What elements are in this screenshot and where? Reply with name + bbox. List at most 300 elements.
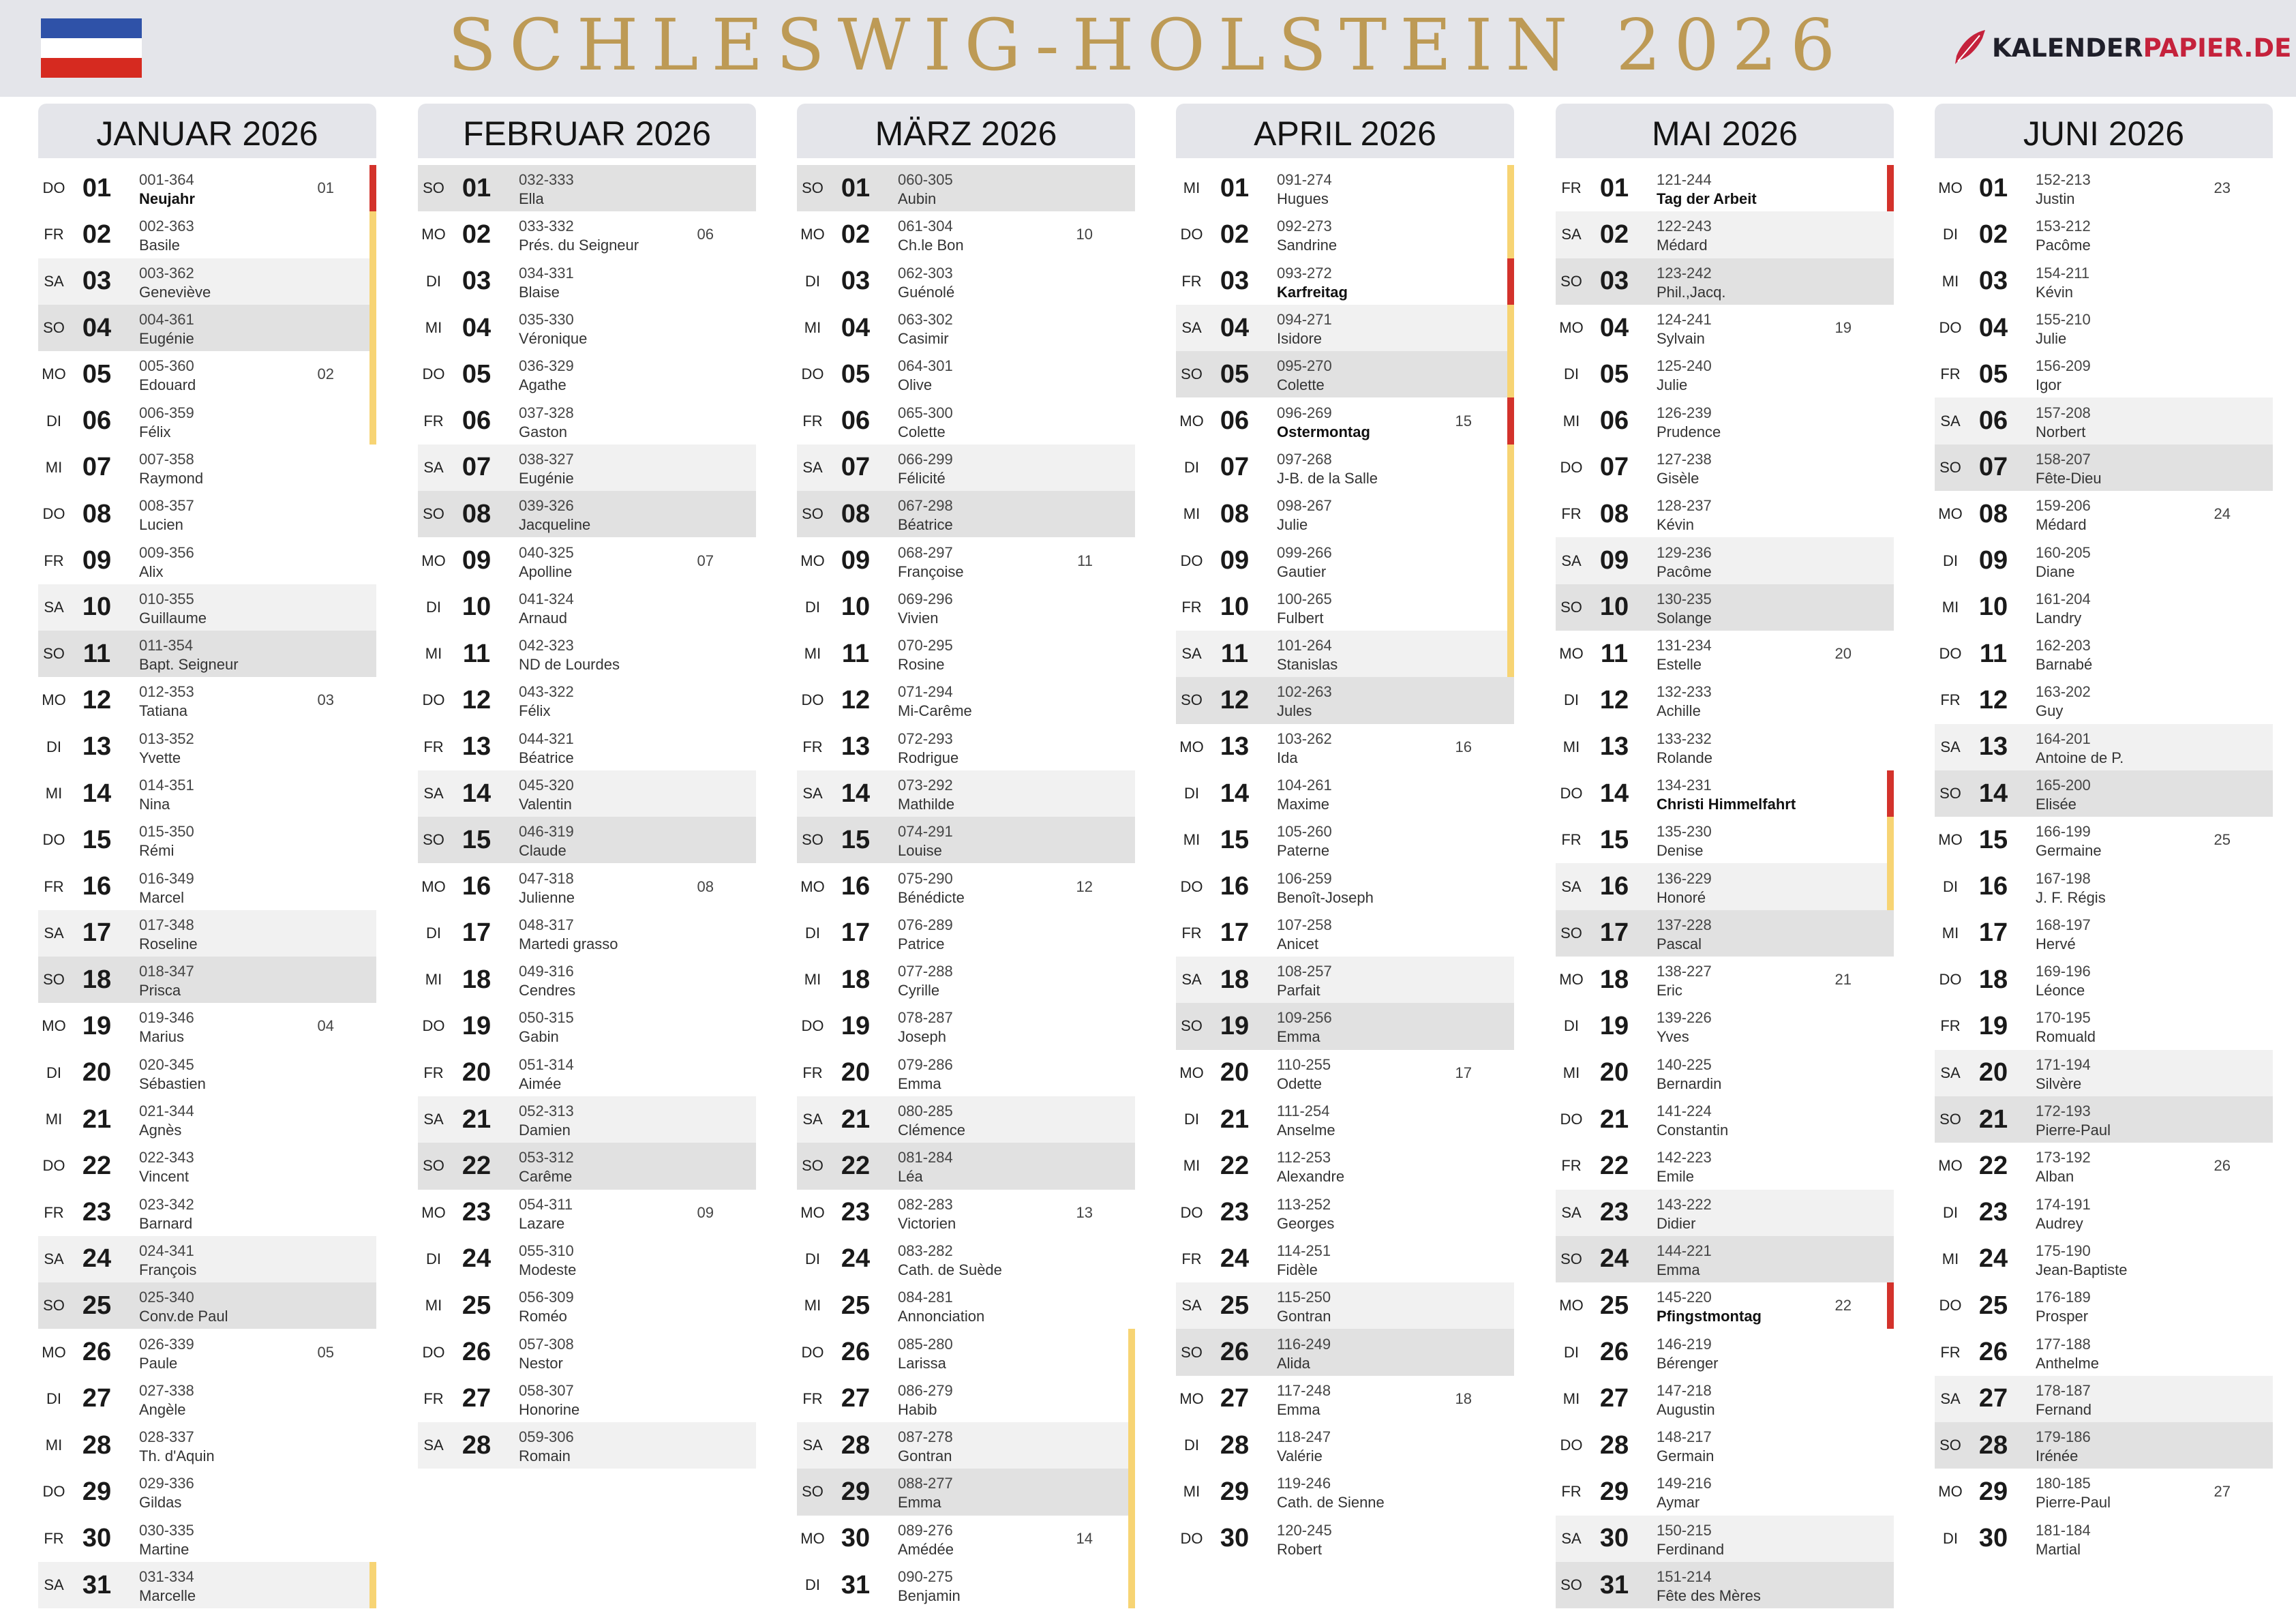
day-number: 03 bbox=[841, 267, 871, 296]
weekday-label: SA bbox=[1940, 1389, 1961, 1407]
weekday-label: DO bbox=[1560, 1111, 1583, 1128]
day-count: 018-347 bbox=[139, 963, 194, 980]
week-number: 16 bbox=[1455, 738, 1472, 755]
day-number: 06 bbox=[462, 406, 492, 436]
day-row bbox=[1176, 1190, 1514, 1236]
name-day: Prudence bbox=[1657, 423, 1721, 440]
weekday-label: SO bbox=[43, 645, 65, 663]
quill-icon bbox=[1952, 29, 1988, 67]
day-count: 173-192 bbox=[2036, 1149, 2091, 1167]
day-info bbox=[1277, 351, 1514, 397]
name-day: Colette bbox=[898, 423, 946, 440]
day-count: 148-217 bbox=[1657, 1428, 1712, 1446]
day-info bbox=[898, 165, 1135, 211]
day-count: 031-334 bbox=[139, 1568, 194, 1586]
name-day: Roméo bbox=[519, 1308, 567, 1325]
day-number: 03 bbox=[462, 267, 492, 296]
day-number: 24 bbox=[841, 1244, 871, 1274]
week-number: 15 bbox=[1455, 412, 1472, 430]
day-number: 17 bbox=[1220, 918, 1250, 948]
day-row bbox=[1935, 1376, 2273, 1422]
day-row bbox=[418, 770, 756, 817]
weekday-label: MI bbox=[804, 319, 821, 337]
day-number: 17 bbox=[1599, 918, 1629, 948]
day-number: 22 bbox=[1220, 1151, 1250, 1180]
day-number: 24 bbox=[462, 1244, 492, 1274]
weekday-label: DI bbox=[46, 412, 61, 430]
day-row bbox=[797, 445, 1135, 491]
weekday-label: SA bbox=[1181, 1297, 1202, 1314]
weekday-label: DO bbox=[1180, 226, 1203, 243]
day-number: 28 bbox=[841, 1430, 871, 1460]
day-count: 136-229 bbox=[1657, 869, 1712, 887]
day-row bbox=[797, 957, 1135, 1003]
name-day: Kévin bbox=[1657, 516, 1695, 534]
day-info bbox=[1657, 211, 1894, 258]
name-day: Antoine de P. bbox=[2036, 749, 2124, 766]
day-count: 153-212 bbox=[2036, 217, 2091, 235]
day-count: 052-313 bbox=[519, 1102, 574, 1120]
day-info bbox=[898, 1050, 1135, 1096]
day-number: 30 bbox=[1220, 1524, 1250, 1553]
name-day: Geneviève bbox=[139, 283, 211, 301]
weekday-label: FR bbox=[44, 1203, 64, 1221]
day-count: 028-337 bbox=[139, 1428, 194, 1446]
day-row bbox=[418, 1190, 756, 1236]
day-info bbox=[898, 397, 1135, 444]
day-number: 30 bbox=[82, 1524, 112, 1553]
day-count: 034-331 bbox=[519, 264, 574, 282]
weekday-label: FR bbox=[423, 738, 444, 755]
weekday-label: SO bbox=[423, 505, 444, 523]
day-number: 12 bbox=[1599, 685, 1629, 715]
weekday-label: DI bbox=[426, 598, 441, 616]
name-day: Gontran bbox=[898, 1447, 952, 1465]
school-holiday-marker bbox=[1507, 445, 1514, 491]
day-number: 30 bbox=[841, 1524, 871, 1553]
day-count: 024-341 bbox=[139, 1242, 194, 1259]
weekday-label: MO bbox=[42, 1017, 66, 1035]
day-number: 16 bbox=[82, 872, 112, 901]
weekday-label: DO bbox=[801, 365, 824, 383]
day-info bbox=[1277, 1329, 1514, 1375]
day-info bbox=[139, 1096, 376, 1143]
day-count: 019-346 bbox=[139, 1009, 194, 1027]
day-info bbox=[2036, 584, 2273, 631]
day-count: 097-268 bbox=[1277, 450, 1332, 468]
name-day: Louise bbox=[898, 842, 942, 860]
day-info bbox=[519, 1329, 756, 1375]
day-info bbox=[2036, 445, 2273, 491]
day-row bbox=[1176, 351, 1514, 397]
day-number: 23 bbox=[462, 1198, 492, 1227]
name-day: Nina bbox=[139, 796, 170, 813]
school-holiday-marker bbox=[1507, 305, 1514, 351]
day-number: 01 bbox=[1599, 173, 1629, 202]
name-day: Martial bbox=[2036, 1540, 2081, 1558]
weekday-label: SO bbox=[802, 179, 824, 197]
name-day: Basile bbox=[139, 237, 180, 254]
day-info bbox=[1277, 537, 1514, 584]
day-number: 12 bbox=[462, 685, 492, 715]
weekday-label: DO bbox=[42, 505, 65, 523]
day-row bbox=[797, 677, 1135, 723]
day-info bbox=[1657, 397, 1894, 444]
name-day: Julie bbox=[1277, 516, 1308, 534]
day-number: 05 bbox=[1220, 359, 1250, 389]
name-day: Mi-Carême bbox=[898, 702, 972, 720]
day-row bbox=[38, 1190, 376, 1236]
day-row bbox=[38, 677, 376, 723]
day-number: 16 bbox=[1978, 872, 2008, 901]
weekday-label: SA bbox=[44, 924, 64, 942]
day-row bbox=[418, 631, 756, 677]
day-count: 132-233 bbox=[1657, 683, 1712, 701]
day-number: 03 bbox=[1599, 267, 1629, 296]
day-count: 044-321 bbox=[519, 730, 574, 747]
day-row bbox=[1176, 1516, 1514, 1562]
day-count: 047-318 bbox=[519, 869, 574, 887]
weekday-label: SO bbox=[1560, 272, 1582, 290]
day-count: 070-295 bbox=[898, 637, 953, 655]
day-row bbox=[797, 1376, 1135, 1422]
day-number: 17 bbox=[1978, 918, 2008, 948]
day-count: 145-220 bbox=[1657, 1289, 1712, 1306]
day-info bbox=[2036, 957, 2273, 1003]
day-count: 063-302 bbox=[898, 311, 953, 329]
week-number: 26 bbox=[2214, 1157, 2231, 1175]
day-number: 14 bbox=[1978, 779, 2008, 808]
day-info bbox=[898, 537, 1135, 584]
weekday-label: MO bbox=[421, 877, 446, 895]
name-day: Martine bbox=[139, 1540, 190, 1558]
day-row bbox=[1935, 1190, 2273, 1236]
day-info bbox=[139, 631, 376, 677]
day-info bbox=[1277, 1469, 1514, 1515]
day-count: 140-225 bbox=[1657, 1055, 1712, 1073]
day-info bbox=[898, 957, 1135, 1003]
month-column bbox=[1935, 104, 2273, 1562]
name-day: ND de Lourdes bbox=[519, 656, 620, 674]
day-number: 05 bbox=[841, 359, 871, 389]
name-day: Anicet bbox=[1277, 935, 1319, 952]
month-title: MAI 2026 bbox=[1556, 104, 1894, 158]
day-count: 125-240 bbox=[1657, 357, 1712, 375]
weekday-label: MO bbox=[800, 877, 825, 895]
week-number: 05 bbox=[317, 1343, 334, 1361]
weekday-label: DO bbox=[1180, 1203, 1203, 1221]
day-count: 105-260 bbox=[1277, 823, 1332, 841]
day-count: 036-329 bbox=[519, 357, 574, 375]
weekday-label: SA bbox=[1561, 226, 1582, 243]
day-row bbox=[418, 1096, 756, 1143]
name-day: Félix bbox=[519, 702, 551, 720]
day-info bbox=[1657, 1469, 1894, 1515]
day-number: 18 bbox=[841, 965, 871, 994]
month-title: APRIL 2026 bbox=[1176, 104, 1514, 158]
day-row bbox=[797, 724, 1135, 770]
day-count: 030-335 bbox=[139, 1521, 194, 1539]
day-row bbox=[418, 1376, 756, 1422]
day-count: 143-222 bbox=[1657, 1195, 1712, 1213]
day-count: 039-326 bbox=[519, 497, 574, 515]
day-count: 011-354 bbox=[139, 637, 194, 655]
day-number: 16 bbox=[462, 872, 492, 901]
day-row bbox=[1176, 957, 1514, 1003]
day-row bbox=[418, 537, 756, 584]
weekday-label: SA bbox=[423, 1111, 444, 1128]
school-holiday-marker bbox=[369, 1562, 376, 1608]
day-info bbox=[519, 910, 756, 957]
name-day: Cath. de Sienne bbox=[1277, 1494, 1385, 1512]
day-row bbox=[418, 491, 756, 537]
weekday-label: SA bbox=[1561, 1529, 1582, 1547]
day-info bbox=[1277, 445, 1514, 491]
day-row bbox=[1935, 1003, 2273, 1049]
day-info bbox=[898, 1562, 1135, 1608]
weekday-label: MI bbox=[1562, 412, 1580, 430]
day-row bbox=[1935, 1422, 2273, 1469]
day-count: 150-215 bbox=[1657, 1521, 1712, 1539]
weekday-label: MI bbox=[1183, 831, 1200, 849]
name-day: Honorine bbox=[519, 1400, 580, 1418]
weekday-label: MI bbox=[425, 645, 442, 663]
day-info bbox=[1657, 910, 1894, 957]
day-info bbox=[1277, 724, 1514, 770]
day-count: 121-244 bbox=[1657, 171, 1712, 189]
weekday-label: DI bbox=[1184, 1111, 1199, 1128]
day-row bbox=[1556, 1003, 1894, 1049]
day-info bbox=[2036, 1236, 2273, 1282]
day-number: 23 bbox=[82, 1198, 112, 1227]
school-holiday-marker bbox=[369, 305, 376, 351]
day-row bbox=[1935, 724, 2273, 770]
holiday-name: Ostermontag bbox=[1277, 423, 1370, 440]
weekday-label: SO bbox=[43, 971, 65, 989]
day-row bbox=[418, 1282, 756, 1329]
day-number: 10 bbox=[82, 592, 112, 622]
day-count: 066-299 bbox=[898, 450, 953, 468]
name-day: Gisèle bbox=[1657, 469, 1700, 487]
day-count: 118-247 bbox=[1277, 1428, 1331, 1446]
day-count: 081-284 bbox=[898, 1149, 953, 1167]
day-info bbox=[1657, 1236, 1894, 1282]
weekday-label: FR bbox=[1940, 1017, 1961, 1035]
weekday-label: MO bbox=[1938, 831, 1963, 849]
day-count: 071-294 bbox=[898, 683, 953, 701]
weekday-label: MO bbox=[800, 226, 825, 243]
day-info bbox=[1277, 1236, 1514, 1282]
day-count: 059-306 bbox=[519, 1428, 574, 1446]
day-info bbox=[1277, 1096, 1514, 1143]
day-info bbox=[1277, 957, 1514, 1003]
name-day: Agnès bbox=[139, 1122, 182, 1139]
day-number: 03 bbox=[82, 267, 112, 296]
weekday-label: SA bbox=[423, 458, 444, 476]
day-row bbox=[1176, 1003, 1514, 1049]
day-info bbox=[1657, 1190, 1894, 1236]
weekday-label: FR bbox=[44, 552, 64, 569]
day-count: 172-193 bbox=[2036, 1102, 2091, 1120]
day-row bbox=[38, 305, 376, 351]
day-number: 28 bbox=[82, 1430, 112, 1460]
name-day: Justin bbox=[2036, 190, 2075, 208]
name-day: Patrice bbox=[898, 935, 945, 952]
day-number: 20 bbox=[1599, 1058, 1629, 1087]
weekday-label: MI bbox=[1183, 179, 1200, 197]
day-row bbox=[1176, 305, 1514, 351]
day-number: 10 bbox=[1978, 592, 2008, 622]
day-row bbox=[1935, 1096, 2273, 1143]
day-number: 18 bbox=[1978, 965, 2008, 994]
day-number: 05 bbox=[462, 359, 492, 389]
week-number: 19 bbox=[1834, 319, 1852, 337]
school-holiday-marker bbox=[1507, 211, 1514, 258]
name-day: Fidèle bbox=[1277, 1261, 1318, 1278]
name-day: Achille bbox=[1657, 702, 1701, 720]
day-number: 08 bbox=[1599, 499, 1629, 528]
day-count: 180-185 bbox=[2036, 1475, 2091, 1492]
day-count: 098-267 bbox=[1277, 497, 1332, 515]
day-row bbox=[1556, 1562, 1894, 1608]
day-row bbox=[1176, 817, 1514, 863]
name-day: Gabin bbox=[519, 1028, 559, 1046]
day-row bbox=[797, 211, 1135, 258]
day-row bbox=[38, 1376, 376, 1422]
day-row bbox=[418, 165, 756, 211]
name-day: Ferdinand bbox=[1657, 1540, 1725, 1558]
day-row bbox=[38, 724, 376, 770]
day-number: 11 bbox=[82, 639, 111, 668]
day-count: 127-238 bbox=[1657, 450, 1712, 468]
day-number: 17 bbox=[462, 918, 492, 948]
day-count: 083-282 bbox=[898, 1242, 953, 1259]
day-info bbox=[519, 1003, 756, 1049]
day-row bbox=[797, 165, 1135, 211]
day-number: 08 bbox=[841, 499, 871, 528]
day-count: 126-239 bbox=[1657, 404, 1712, 421]
name-day: Fête-Dieu bbox=[2036, 469, 2102, 487]
day-row bbox=[1176, 1329, 1514, 1375]
weekday-label: DI bbox=[805, 1576, 820, 1594]
day-info bbox=[898, 211, 1135, 258]
day-count: 103-262 bbox=[1277, 730, 1332, 747]
day-row bbox=[797, 1190, 1135, 1236]
day-count: 082-283 bbox=[898, 1195, 953, 1213]
day-info bbox=[898, 351, 1135, 397]
day-count: 056-309 bbox=[519, 1289, 574, 1306]
day-count: 064-301 bbox=[898, 357, 953, 375]
day-count: 004-361 bbox=[139, 311, 194, 329]
day-number: 06 bbox=[82, 406, 112, 436]
day-info bbox=[139, 1190, 376, 1236]
day-number: 09 bbox=[841, 546, 871, 575]
day-count: 012-353 bbox=[139, 683, 194, 701]
day-row bbox=[418, 724, 756, 770]
weekday-label: MI bbox=[45, 458, 63, 476]
day-count: 147-218 bbox=[1657, 1381, 1712, 1399]
day-count: 135-230 bbox=[1657, 823, 1712, 841]
weekday-label: MI bbox=[1942, 598, 1959, 616]
day-info bbox=[2036, 677, 2273, 723]
day-row bbox=[797, 1329, 1135, 1375]
day-count: 115-250 bbox=[1277, 1289, 1331, 1306]
day-row bbox=[1935, 1516, 2273, 1562]
day-number: 24 bbox=[1599, 1244, 1629, 1274]
day-info bbox=[1657, 1516, 1894, 1562]
day-info bbox=[1657, 1422, 1894, 1469]
weekday-label: MI bbox=[1183, 1483, 1200, 1501]
day-count: 029-336 bbox=[139, 1475, 194, 1492]
day-info bbox=[898, 584, 1135, 631]
day-row bbox=[1556, 351, 1894, 397]
week-number: 18 bbox=[1455, 1389, 1472, 1407]
day-info bbox=[898, 910, 1135, 957]
name-day: Constantin bbox=[1657, 1122, 1729, 1139]
day-number: 27 bbox=[1978, 1384, 2008, 1413]
day-count: 104-261 bbox=[1277, 777, 1332, 794]
day-number: 19 bbox=[462, 1011, 492, 1040]
day-row bbox=[1935, 677, 2273, 723]
day-count: 181-184 bbox=[2036, 1521, 2091, 1539]
day-row bbox=[38, 445, 376, 491]
day-info bbox=[519, 211, 756, 258]
name-day: Clémence bbox=[898, 1122, 966, 1139]
day-number: 22 bbox=[1599, 1151, 1629, 1180]
name-day: Victorien bbox=[898, 1214, 956, 1232]
month-title: MÄRZ 2026 bbox=[797, 104, 1135, 158]
name-day: Anselme bbox=[1277, 1122, 1335, 1139]
day-count: 087-278 bbox=[898, 1428, 953, 1446]
day-count: 109-256 bbox=[1277, 1009, 1332, 1027]
weekday-label: FR bbox=[1561, 1157, 1582, 1175]
weekday-label: FR bbox=[802, 738, 823, 755]
day-count: 130-235 bbox=[1657, 590, 1712, 607]
day-row bbox=[1176, 910, 1514, 957]
day-info bbox=[898, 1282, 1135, 1329]
day-info bbox=[2036, 770, 2273, 817]
name-day: Bénédicte bbox=[898, 888, 965, 906]
name-day: Audrey bbox=[2036, 1214, 2083, 1232]
day-info bbox=[139, 1282, 376, 1329]
name-day: Nestor bbox=[519, 1354, 563, 1372]
day-info bbox=[898, 305, 1135, 351]
weekday-label: MO bbox=[1938, 505, 1963, 523]
day-count: 088-277 bbox=[898, 1475, 953, 1492]
day-info bbox=[519, 677, 756, 723]
day-count: 169-196 bbox=[2036, 963, 2091, 980]
day-number: 21 bbox=[1978, 1104, 2008, 1134]
brand-logo[interactable] bbox=[1952, 26, 2291, 70]
day-number: 14 bbox=[841, 779, 871, 808]
name-day: Léonce bbox=[2036, 982, 2085, 999]
weekday-label: FR bbox=[1561, 831, 1582, 849]
name-day: Honoré bbox=[1657, 888, 1706, 906]
day-count: 157-208 bbox=[2036, 404, 2091, 421]
day-row bbox=[38, 1422, 376, 1469]
day-number: 11 bbox=[462, 639, 491, 668]
day-row bbox=[1935, 817, 2273, 863]
name-day: Marius bbox=[139, 1028, 185, 1046]
day-row bbox=[1556, 537, 1894, 584]
day-row bbox=[38, 1282, 376, 1329]
weekday-label: DI bbox=[46, 1064, 61, 1081]
day-info bbox=[898, 1422, 1135, 1469]
name-day: Agathe bbox=[519, 376, 567, 394]
weekday-label: MO bbox=[800, 552, 825, 569]
day-info bbox=[519, 397, 756, 444]
day-row bbox=[38, 258, 376, 305]
